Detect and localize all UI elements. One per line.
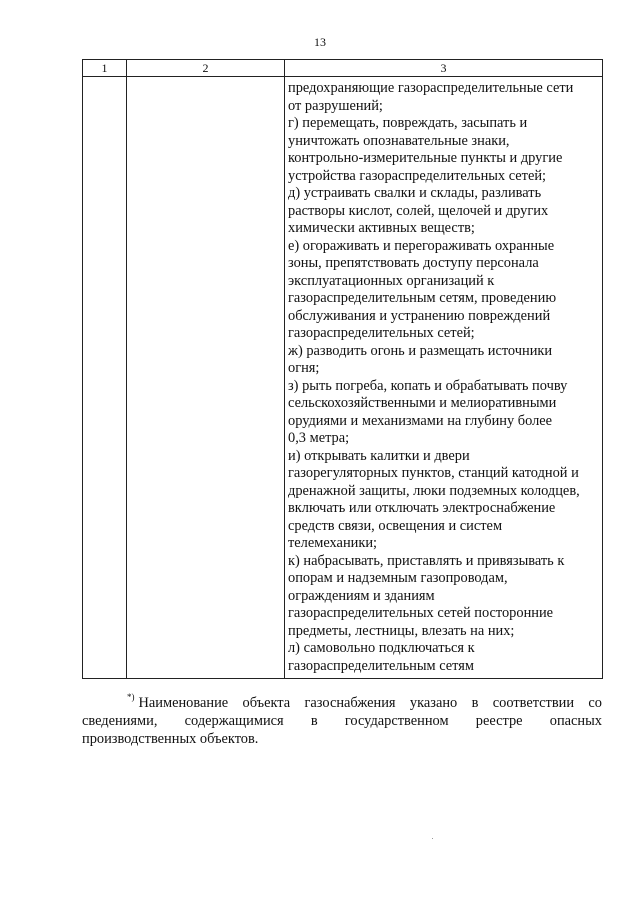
text-line: дренажной защиты, люки подземных колодцев, [288,482,580,499]
column-header-1: 1 [83,60,127,77]
text-line: эксплуатационных организаций к [288,272,495,289]
text-line: ограждениям и зданиям [288,587,435,604]
text-line: орудиями и механизмами на глубину более [288,412,553,429]
prohibitions-text [285,77,602,678]
text-line: сельскохозяйственными и мелиоративными [288,395,557,411]
text-line: газорегуляторных пунктов, станций катодной и [288,465,579,481]
text-line: обслуживания и устранению повреждений [288,307,551,324]
text-line: д) устраивать свалки и склады, разливать [288,185,542,201]
page-number: 13 [314,35,326,49]
footnote [82,688,602,748]
table-cell-col3 [285,77,603,679]
footnote-marker: *) [127,692,135,702]
text-line: телемеханики; [288,535,378,551]
table-row [83,77,603,679]
table-cell-col2 [127,77,285,679]
text-line: устройства газораспределительных сетей; [288,167,547,184]
column-header-3: 3 [285,60,603,77]
footnote-line-3: производственных объектов. [82,731,259,747]
scan-speck [432,838,433,839]
text-line: предметы, лестницы, влезать на них; [288,622,515,639]
text-line: огня; [288,360,320,376]
text-line: ж) разводить огонь и размещать источники [288,342,553,359]
text-line: включать или отключать электроснабжение [288,500,556,516]
text-line: опорам и надземным газопроводам, [288,570,508,586]
text-line: химически активных веществ; [288,220,475,236]
text-line: уничтожать опознавательные знаки, [288,132,510,149]
text-line: газораспределительным сетям, проведению [288,290,557,306]
text-line: и) открывать калитки и двери [288,447,470,464]
text-line: растворы кислот, солей, щелочей и других [288,202,549,219]
table-cell-col1 [83,77,127,679]
text-line: газораспределительным сетям [288,657,475,674]
text-line: контрольно-измерительные пункты и другие [288,150,563,166]
text-line: з) рыть погреба, копать и обрабатывать почву [288,377,568,394]
column-header-2: 2 [127,60,285,77]
text-line: л) самовольно подключаться к [288,640,475,656]
text-line: от разрушений; [288,97,383,114]
text-line: е) огораживать и перегораживать охранные [288,237,555,254]
text-line: средств связи, освещения и систем [288,517,503,534]
footnote-line-1-text: Наименование объекта газоснабжения указано в соответствии со [138,695,602,711]
footnote-line-2: сведениями, содержащимися в государственном реестре опасных [82,713,602,729]
table-header-row [83,60,603,77]
text-line: 0,3 метра; [288,430,350,446]
text-line: к) набрасывать, приставлять и привязывать к [288,552,565,569]
footnote-line-1 [82,688,602,712]
text-line: предохраняющие газораспределительные сети [288,80,574,96]
text-line: газораспределительных сетей посторонние [288,605,554,621]
data-table [82,59,603,679]
text-line: г) перемещать, повреждать, засыпать и [288,115,528,131]
text-line: зоны, препятствовать доступу персонала [288,255,539,271]
text-line: газораспределительных сетей; [288,325,475,341]
